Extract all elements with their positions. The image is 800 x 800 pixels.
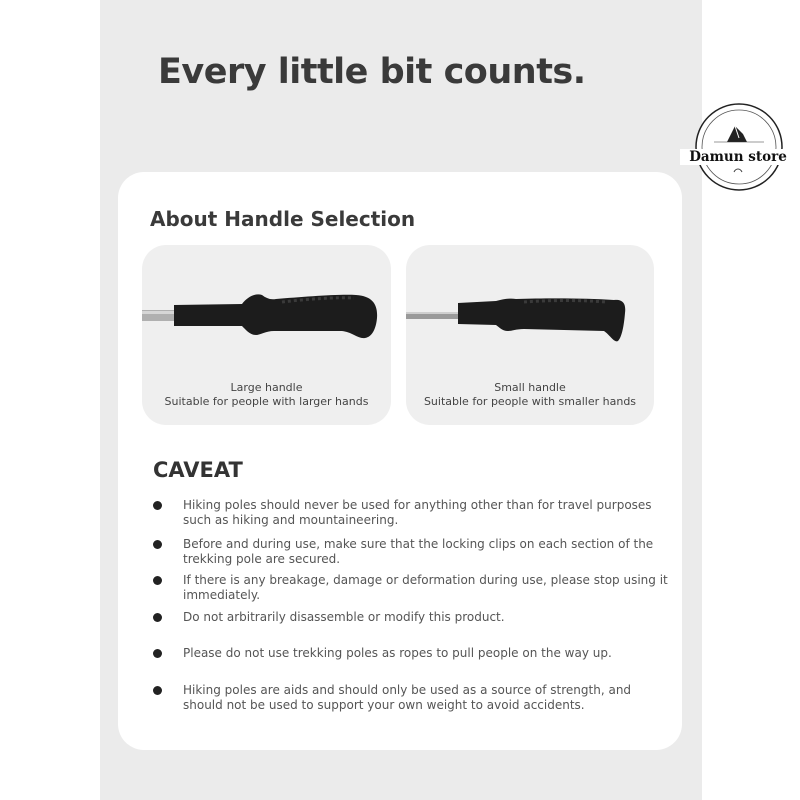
- headline: Every little bit counts.: [158, 52, 586, 92]
- large-handle-title: Large handle: [230, 381, 303, 394]
- store-logo-icon: [694, 102, 784, 192]
- caveat-text: Before and during use, make sure that the locking clips on each section of the trekking pole are secured.: [183, 537, 654, 566]
- bullet-icon: [153, 686, 162, 695]
- bullet-icon: [153, 649, 162, 658]
- bullet-icon: [153, 540, 162, 549]
- caveat-text: Please do not use trekking poles as ropes to pull people on the way up.: [183, 646, 612, 660]
- small-handle-title: Small handle: [494, 381, 566, 394]
- bullet-icon: [153, 576, 162, 585]
- bullet-icon: [153, 501, 162, 510]
- large-handle-desc: Suitable for people with larger hands: [164, 395, 369, 408]
- caveat-text: If there is any breakage, damage or deformation during use, please stop using it immediately.: [183, 573, 668, 602]
- section-title: About Handle Selection: [150, 207, 416, 231]
- large-handle-card: [142, 245, 391, 425]
- caveat-title: CAVEAT: [153, 458, 243, 482]
- caveat-text: Do not arbitrarily disassemble or modify this product.: [183, 610, 505, 624]
- bullet-icon: [153, 613, 162, 622]
- small-handle-card: [406, 245, 654, 425]
- caveat-text: Hiking poles should never be used for anything other than for travel purposes such as hiking and mountaineering.: [183, 498, 652, 527]
- caveat-text: Hiking poles are aids and should only be used as a source of strength, and should not be used to support your own weight to avoid accidents.: [183, 683, 632, 712]
- small-handle-desc: Suitable for people with smaller hands: [423, 395, 637, 408]
- store-logo-text: Damun store: [680, 149, 796, 165]
